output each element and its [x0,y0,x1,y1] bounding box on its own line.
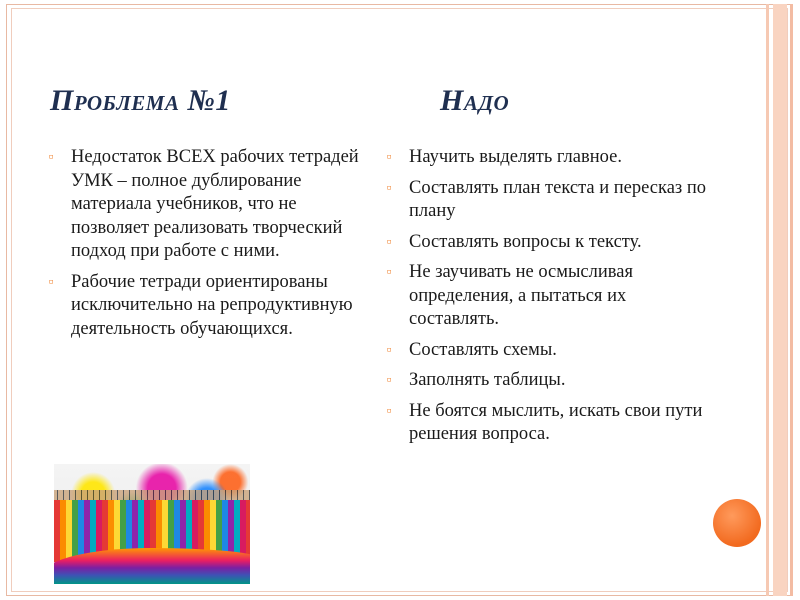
list-item-text: Составлять вопросы к тексту. [409,231,642,252]
list-item [382,400,712,447]
square-bullet-icon: ▫ [386,150,392,165]
square-bullet-icon: ▫ [386,403,392,419]
square-bullet-icon: ▫ [386,234,392,250]
decor-stripe [790,4,793,596]
right-heading: Надо [440,84,510,117]
orange-circle-decor [713,499,761,547]
colored-pencils-image [54,464,250,584]
todo-list [382,146,712,454]
list-item [44,271,364,342]
list-item-text: Не заучивать не осмысливая определения, а пытаться их составлять. [409,262,633,329]
square-bullet-icon: ▫ [386,180,392,196]
list-item [382,231,712,255]
square-bullet-icon: ▫ [386,342,392,358]
list-item [382,146,712,170]
list-item [382,369,712,393]
list-item [44,146,364,264]
square-bullet-icon: ▫ [386,265,392,280]
pencil-tips [54,490,250,500]
square-bullet-icon: ▫ [48,274,54,290]
color-wave [54,548,250,584]
list-item [382,261,712,332]
decor-stripe [766,4,769,596]
list-item-text: Научить выделять главное. [409,147,622,167]
left-heading: Проблема №1 [50,84,231,117]
decor-stripe [773,4,787,596]
list-item-text: Рабочие тетради ориентированы исключительно на репродуктивную деятельность обучающихся. [71,271,353,339]
list-item-text: Недостаток ВСЕХ рабочих тетрадей УМК – полное дублирование материала учебников, что не позволяет реализовать творческий подход при работе с ними. [71,147,359,261]
square-bullet-icon: ▫ [386,373,392,388]
list-item [382,339,712,363]
list-item-text: Не боятся мыслить, искать свои пути решения вопроса. [409,400,703,444]
problem-list [44,146,364,348]
square-bullet-icon: ▫ [48,150,54,165]
list-item-text: Заполнять таблицы. [409,370,566,390]
list-item [382,177,712,224]
list-item-text: Составлять план текста и пересказ по плану [409,177,706,221]
list-item-text: Составлять схемы. [409,339,557,360]
